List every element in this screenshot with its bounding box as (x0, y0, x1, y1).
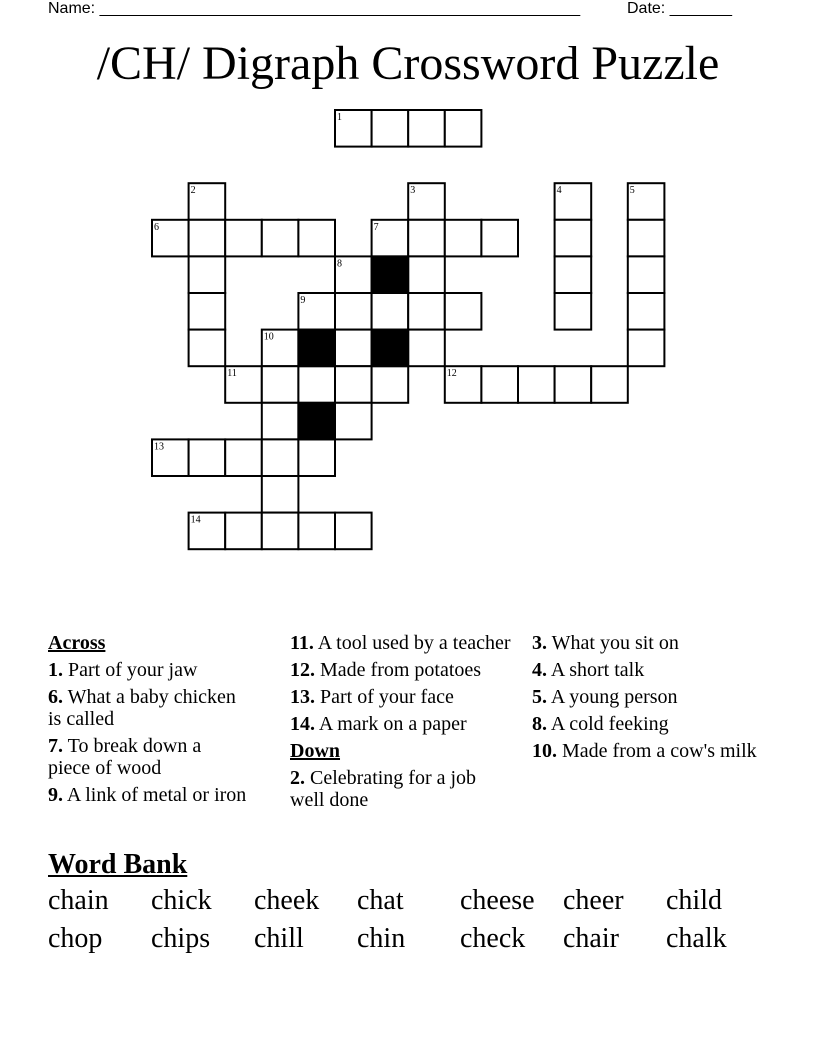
grid-cell[interactable] (189, 220, 226, 257)
grid-cell[interactable] (298, 220, 335, 257)
clue-text: Made from a cow's milk (557, 740, 757, 762)
clue-item (290, 686, 515, 708)
down-heading: Down (290, 740, 341, 762)
cell-number: 6 (154, 221, 159, 233)
word-bank-word: chalk (666, 923, 727, 954)
grid-cell[interactable] (445, 293, 482, 330)
grid-cell[interactable] (225, 220, 262, 257)
clue-item (48, 686, 248, 730)
cell-number: 2 (190, 185, 196, 197)
grid-cell[interactable] (555, 293, 592, 330)
grid-cell[interactable] (555, 220, 592, 257)
word-bank-word: chair (563, 923, 619, 954)
cell-number: 14 (190, 514, 201, 526)
clue-text: A cold feeking (547, 713, 669, 735)
clue-item (532, 659, 762, 681)
grid-cell[interactable] (335, 330, 372, 367)
clue-text: To break down a piece of wood (48, 735, 202, 779)
grid-cell[interactable] (189, 330, 226, 367)
clue-text: What a baby chicken is called (48, 686, 236, 730)
word-bank-word: check (460, 923, 526, 954)
grid-cell[interactable] (189, 293, 226, 330)
word-bank-word: chop (48, 923, 103, 954)
cell-number: 10 (263, 331, 274, 343)
clue-text: A young person (547, 686, 678, 708)
grid-cell[interactable] (298, 366, 335, 403)
grid-cell[interactable] (481, 220, 518, 257)
clues-column-1 (48, 632, 248, 811)
grid-cell[interactable] (628, 256, 665, 293)
grid-cell[interactable] (372, 110, 409, 147)
clue-number: 2. (290, 767, 305, 789)
clue-item (48, 659, 248, 681)
grid-cell[interactable] (372, 293, 409, 330)
cell-number: 5 (629, 185, 635, 197)
clue-number: 14. (290, 713, 315, 735)
clue-list-col3 (532, 632, 762, 762)
cell-number: 4 (556, 185, 562, 197)
word-bank-word: chill (254, 923, 304, 954)
clue-item (48, 784, 248, 806)
clues-column-3 (532, 632, 762, 767)
clue-number: 13. (290, 686, 315, 708)
clue-number: 11. (290, 632, 314, 654)
clue-number: 8. (532, 713, 547, 735)
cell-number: 3 (410, 185, 416, 197)
grid-cell[interactable] (225, 439, 262, 476)
clue-text: A link of metal or iron (63, 784, 247, 806)
grid-cell[interactable] (189, 256, 226, 293)
across-heading: Across (48, 632, 106, 654)
cell-number: 8 (337, 258, 342, 270)
grid-cell[interactable] (628, 220, 665, 257)
clue-item (532, 740, 762, 762)
clue-item (290, 632, 515, 654)
clue-number: 7. (48, 735, 63, 757)
clue-text: What you sit on (547, 632, 679, 654)
grid-cell[interactable] (335, 513, 372, 550)
grid-cell[interactable] (262, 513, 299, 550)
grid-cell[interactable] (591, 366, 628, 403)
grid-cell[interactable] (262, 403, 299, 440)
word-bank-word: child (666, 885, 722, 916)
clue-item (532, 632, 762, 654)
clue-number: 5. (532, 686, 547, 708)
clue-text: A mark on a paper (315, 713, 467, 735)
cell-number: 11 (227, 368, 237, 380)
clue-list-col2-down (290, 767, 515, 811)
grid-cell[interactable] (262, 476, 299, 513)
clue-text: Celebrating for a job well done (290, 767, 477, 811)
page-title: /CH/ Digraph Crossword Puzzle (96, 37, 720, 90)
grid-cell[interactable] (518, 366, 555, 403)
word-bank-word: cheese (460, 885, 535, 916)
grid-cell[interactable] (408, 330, 445, 367)
black-cell (372, 256, 409, 293)
grid-cell[interactable] (335, 403, 372, 440)
black-cell (298, 330, 335, 367)
clue-number: 9. (48, 784, 63, 806)
grid-cell[interactable] (408, 293, 445, 330)
word-bank-title: Word Bank (48, 849, 188, 880)
clue-item (532, 686, 762, 708)
word-bank-word: chips (151, 923, 211, 954)
clue-number: 10. (532, 740, 557, 762)
grid-cell[interactable] (298, 513, 335, 550)
word-bank-word: chain (48, 885, 109, 916)
grid-cell[interactable] (225, 513, 262, 550)
grid-cell[interactable] (628, 293, 665, 330)
name-field-label: Name: ______________________________________________________ (48, 0, 581, 17)
grid-cell[interactable] (262, 366, 299, 403)
clue-item (290, 713, 515, 735)
clue-text: Part of your jaw (63, 659, 198, 681)
black-cell (298, 403, 335, 440)
clue-text: Made from potatoes (315, 659, 482, 681)
date-field-label: Date: _______ (627, 0, 732, 17)
clues-column-2 (290, 632, 515, 816)
grid-cell[interactable] (445, 220, 482, 257)
word-bank-word: chat (357, 885, 404, 916)
word-bank-word: chin (357, 923, 406, 954)
word-bank-word: cheek (254, 885, 320, 916)
clue-number: 4. (532, 659, 547, 681)
clue-list-col2 (290, 632, 515, 735)
cell-number: 13 (154, 441, 164, 453)
cell-number: 9 (300, 295, 306, 306)
clue-item (290, 659, 515, 681)
grid-cell[interactable] (262, 220, 299, 257)
clue-text: A short talk (547, 659, 645, 681)
clue-item (290, 767, 515, 811)
cell-number: 1 (337, 112, 342, 123)
grid-cell[interactable] (298, 439, 335, 476)
grid-cell[interactable] (408, 110, 445, 147)
clue-item (48, 735, 248, 779)
cell-number: 12 (446, 368, 457, 380)
grid-cell[interactable] (189, 439, 226, 476)
grid-cell[interactable] (372, 366, 409, 403)
clue-number: 6. (48, 686, 63, 708)
grid-cell[interactable] (335, 293, 372, 330)
black-cell (372, 330, 409, 367)
clue-text: A tool used by a teacher (313, 632, 511, 654)
clue-number: 3. (532, 632, 547, 654)
word-bank-word: chick (151, 885, 212, 916)
clue-text: Part of your face (315, 686, 454, 708)
grid-cell[interactable] (262, 439, 299, 476)
clue-number: 12. (290, 659, 315, 681)
word-bank-word: cheer (563, 885, 624, 916)
grid-cell[interactable] (555, 366, 592, 403)
grid-cell[interactable] (628, 330, 665, 367)
grid-cell[interactable] (408, 256, 445, 293)
grid-cell[interactable] (445, 110, 482, 147)
cell-number: 7 (373, 221, 379, 233)
clue-item (532, 713, 762, 735)
grid-cell[interactable] (408, 220, 445, 257)
grid-cell[interactable] (555, 256, 592, 293)
clue-number: 1. (48, 659, 63, 681)
grid-cell[interactable] (335, 366, 372, 403)
clue-list-col1 (48, 659, 248, 806)
grid-cell[interactable] (481, 366, 518, 403)
